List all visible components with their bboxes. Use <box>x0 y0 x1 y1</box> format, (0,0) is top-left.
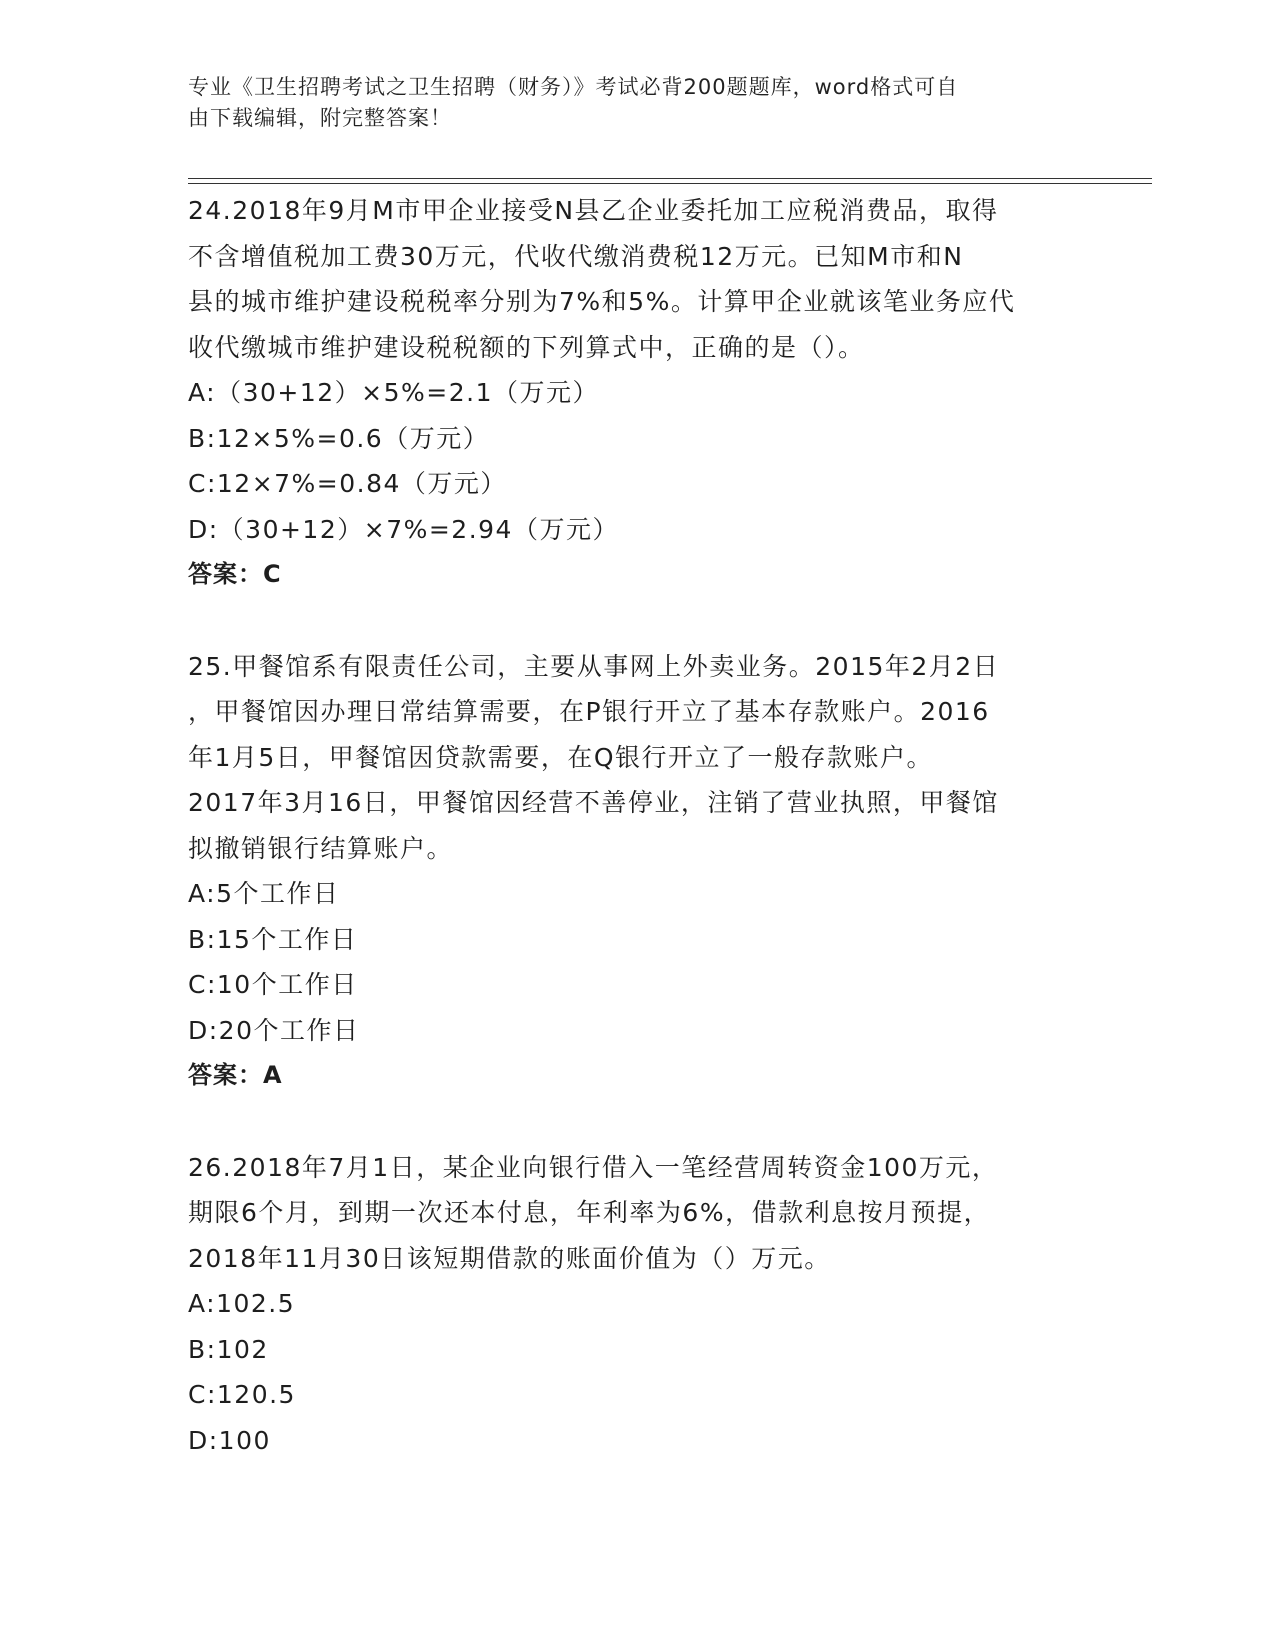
header-divider-top <box>188 178 1152 179</box>
option-b: B:15个工作日 <box>188 924 358 954</box>
question-25 <box>188 644 1088 1099</box>
option-d: D:100 <box>188 1425 271 1455</box>
question-stem-line: 县的城市维护建设税税率分别为7%和5%。计算甲企业就该笔业务应代 <box>188 287 1016 316</box>
answer-line: 答案：A <box>188 1061 283 1089</box>
header-line-2: 由下载编辑，附完整答案！ <box>188 106 452 130</box>
question-26 <box>188 1145 1088 1464</box>
document-header <box>188 72 1068 134</box>
question-stem-line: 24.2018年9月M市甲企业接受N县乙企业委托加工应税消费品，取得 <box>188 196 999 225</box>
answer-line: 答案：C <box>188 560 282 588</box>
question-stem-line: 拟撤销银行结算账户。 <box>188 833 454 863</box>
option-d: D:（30+12）×7%=2.94（万元） <box>188 514 619 544</box>
header-line-1: 专业《卫生招聘考试之卫生招聘（财务）》考试必背200题题库，word格式可自 <box>188 75 959 99</box>
option-c: C:12×7%=0.84（万元） <box>188 469 507 498</box>
question-spacer <box>188 598 1088 644</box>
question-stem-line: 2017年3月16日，甲餐馆因经营不善停业，注销了营业执照，甲餐馆 <box>188 788 999 817</box>
option-a: A:（30+12）×5%=2.1（万元） <box>188 378 599 407</box>
question-stem-line: 25.甲餐馆系有限责任公司，主要从事网上外卖业务。2015年2月2日 <box>188 651 1000 681</box>
question-stem-line: 收代缴城市维护建设税税额的下列算式中，正确的是（）。 <box>188 332 865 362</box>
option-b: B:12×5%=0.6（万元） <box>188 423 490 453</box>
question-stem-line: 不含增值税加工费30万元，代收代缴消费税12万元。已知M市和N <box>188 241 964 271</box>
question-list <box>188 188 1088 1463</box>
question-stem-line: 2018年11月30日该短期借款的账面价值为（）万元。 <box>188 1243 831 1273</box>
question-stem-line: 年1月5日，甲餐馆因贷款需要，在Q银行开立了一般存款账户。 <box>188 742 933 772</box>
question-spacer <box>188 1099 1088 1145</box>
option-a: A:5个工作日 <box>188 879 340 908</box>
option-b: B:102 <box>188 1334 269 1364</box>
question-stem-line: 26.2018年7月1日，某企业向银行借入一笔经营周转资金100万元， <box>188 1152 999 1182</box>
option-c: C:120.5 <box>188 1380 296 1409</box>
header-divider-bottom <box>188 183 1152 184</box>
question-24 <box>188 188 1088 598</box>
question-stem-line: ，甲餐馆因办理日常结算需要，在P银行开立了基本存款账户。2016 <box>188 697 990 726</box>
option-a: A:102.5 <box>188 1289 296 1318</box>
option-d: D:20个工作日 <box>188 1015 360 1045</box>
question-stem-line: 期限6个月，到期一次还本付息，年利率为6%，借款利息按月预提， <box>188 1198 991 1227</box>
option-c: C:10个工作日 <box>188 970 358 999</box>
